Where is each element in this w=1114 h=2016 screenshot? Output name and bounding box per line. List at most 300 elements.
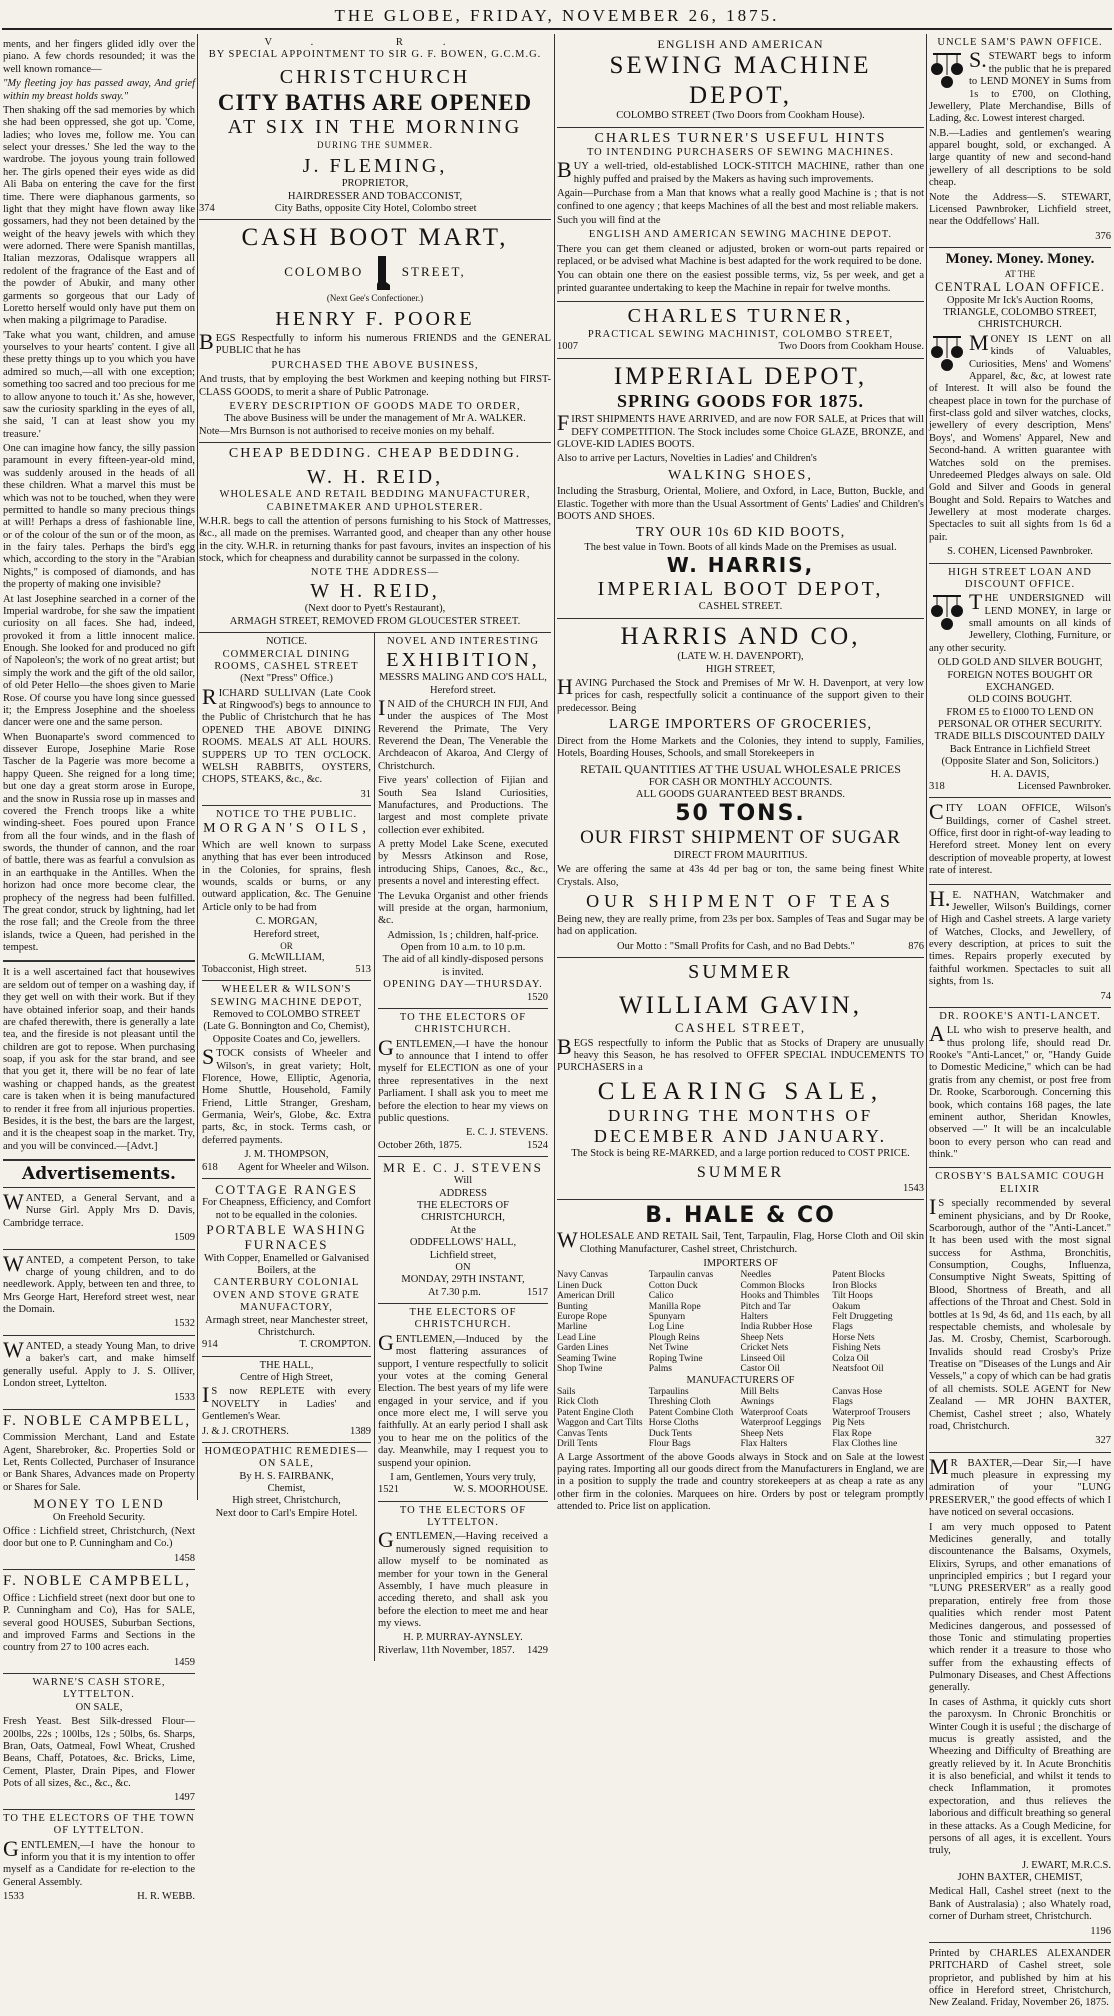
ad-number: 1521 <box>378 1484 399 1496</box>
list-item: American Drill <box>557 1291 615 1302</box>
ad-headline: ENGLISH AND AMERICAN SEWING MACHINE DEPOT. <box>588 229 893 241</box>
ad-text: COLOMBO <box>284 263 364 279</box>
pawnbroker-balls-icon <box>929 593 965 633</box>
ad-headline: CITY BATHS ARE OPENED <box>217 90 533 116</box>
advertiser-name: By H. S. FAIRBANK, <box>239 1470 334 1482</box>
ad-text: We are offering the same at 43s 4d per bag or ton, the same being finest White Crystals. Also, <box>557 864 924 888</box>
advertorial-text: It is a well ascertained fact that housewives are seldom out of temper on a washing day, if they get well on with their work. But if they have obtained inferior soap, and their hands are chafed therewith, there is generally a late tea, and the fireside is not pleasant until the children are got to repose. When purchasing soap, if you ask for the star brand, and see that you get it, there will be no fear of late washing or chapped hands, as the greatest care is taken when it is being manufactured to render it free from all injurious properties. Besides, it is the best, the bars are the largest, and it is the cheapest soap in the market. Try, and you will be convinced.—[Advt.] <box>3 967 195 1152</box>
list-item: Horse Cloths <box>648 1418 699 1429</box>
ad-text: Such you will find at the <box>557 214 661 226</box>
ad-text: At the <box>450 1224 476 1236</box>
advertiser-name: F. NOBLE CAMPBELL, <box>3 1573 192 1590</box>
ad-address: CHRISTCHURCH. <box>978 319 1062 331</box>
wheeler-wilson-ad <box>202 981 371 1179</box>
exhibition-ad <box>378 633 548 1009</box>
ad-text: WANTED, a competent Person, to take charge of young children, and to do needlework. Apply, between ten and three, to Mrs George Hart, Hereford street west, near the Domain. <box>3 1250 195 1316</box>
soap-advertorial <box>3 962 195 1161</box>
imports-list <box>557 1270 924 1374</box>
ad-text: HAIRDRESSER AND TOBACCONIST, <box>287 190 463 202</box>
ad-address: HIGH STREET, <box>705 663 776 675</box>
column-divider <box>197 34 198 1500</box>
list-item: Net Twine <box>648 1343 689 1354</box>
advertiser-name: J. M. THOMPSON, <box>244 1149 329 1161</box>
ad-subheading: Removed to COLOMBO STREET <box>212 1009 361 1021</box>
ad-number: 1533 <box>174 1392 195 1404</box>
ad-headline: HIGH STREET LOAN AND DISCOUNT OFFICE. <box>948 566 1092 590</box>
list-item: Palms <box>648 1364 672 1375</box>
ad-number: 31 <box>360 788 371 800</box>
ad-text: BEGS respectfully to inform the Public that as Stocks of Drapery are unusually heavy this Season, he has resolved to OFFER SPECIAL INDUCEMENTS TO PURCHASERS in a <box>557 1033 924 1074</box>
column-4 <box>929 34 1111 2009</box>
list-item: Shop Twine <box>557 1364 603 1375</box>
ad-text: A Large Assortment of the above Goods always in Stock and on Sale at the lowest paying rates. Importing all our goods direct from the Manufacturers in England, we are in a position to supply the trade and country storekeepers at as cheap a rate as any other firm in the colonies. Marquees on hire. Orders by post or telegram promptly attended to. Price list on application. <box>557 1451 924 1513</box>
ad-text: ODDFELLOWS' HALL, <box>409 1237 517 1249</box>
ad-text: THE UNDERSIGNED will LEND MONEY, in large or small amounts on all kinds of Jewellery, Clothing, Furniture, or any other security. <box>929 589 1111 654</box>
ad-number: 1524 <box>527 1139 548 1151</box>
turner-name-ad <box>557 302 924 358</box>
ad-headline: CROSBY'S BALSAMIC COUGH ELIXIR <box>935 1171 1105 1195</box>
ad-text: OLD GOLD AND SILVER BOUGHT, FOREIGN NOTES BOUGHT OR EXCHANGED. <box>937 657 1103 693</box>
campbell-ad <box>3 1570 195 1674</box>
ad-text: At 7.30 p.m. <box>428 1286 481 1298</box>
ad-address: ARMAGH STREET, REMOVED FROM GLOUCESTER STREET. <box>229 615 521 627</box>
ad-text: BEGS Respectfully to inform his numerous FRIENDS and the GENERAL PUBLIC that he has <box>199 329 551 357</box>
stevens-election-ad <box>378 1009 548 1157</box>
ad-text: Licensed Pawnbroker. <box>1017 780 1111 792</box>
ad-headline: NOTICE. <box>265 636 308 648</box>
ad-headline: IMPERIAL BOOT DEPOT, <box>597 577 884 600</box>
sub-column-left <box>199 633 375 1661</box>
list-item: Pitch and Tar <box>740 1301 791 1312</box>
ad-text: CITY LOAN OFFICE, Wilson's Buildings, corner of Cashel street. Office, first door in right-of-way leading to Hereford street. Money lent on every description of moveable property, at lowest rate of interest. <box>929 799 1111 877</box>
list-item: Pig Nets <box>832 1418 865 1429</box>
ad-text: I am very much opposed to Patent Medicines generally, and totally discountenance the Balsams, Oxymels, Elixirs, Syrups, and other emanations of unprincipled empirics ; but I regard your "LUNG PRESERVER" as a really good preparation, entirely free from those qualities which render most Patent Medicines dangerous, and possessed of those Tonic and stimulating properties which render it a treasure to those who suffer from the exhausting effects of Pulmonary Diseases, and Chest Affections generally. <box>929 1521 1111 1694</box>
ad-subheading: (Next "Press" Office.) <box>240 673 333 685</box>
ad-number: 1429 <box>527 1644 548 1656</box>
moorhouse-election-ad <box>378 1304 548 1502</box>
list-item: Plough Reins <box>648 1332 700 1343</box>
ad-headline: COTTAGE RANGES <box>215 1181 358 1197</box>
ad-text: FOR CASH OR MONTHLY ACCOUNTS. <box>648 776 833 788</box>
high-street-loan-ad <box>929 564 1111 799</box>
ad-text: Chemist, <box>267 1483 306 1495</box>
list-item: Castor Oil <box>740 1364 780 1375</box>
ad-address: City Baths, opposite City Hotel, Colombo street <box>274 203 477 215</box>
ad-text: OR <box>280 940 293 951</box>
list-item: Halters <box>740 1312 768 1323</box>
list-item: Duck Tents <box>648 1428 692 1439</box>
ad-text: THE ELECTORS OF CHRISTCHURCH, <box>417 1200 509 1224</box>
ad-subheading: ON SALE, <box>75 1701 123 1713</box>
advertiser-name: G. McWILLIAM, <box>248 951 325 963</box>
ad-number: 618 <box>202 1161 218 1173</box>
advertiser-name: CHARLES TURNER, <box>627 305 854 328</box>
ad-text: Note—Mrs Burnson is not authorised to receive monies on my behalf. <box>199 425 495 437</box>
ad-subheading: DURING THE SUMMER. <box>316 140 434 151</box>
list-item: Waterproof Trousers <box>832 1407 911 1418</box>
signature: H. R. WEBB. <box>137 1891 195 1902</box>
ad-headline: COMMERCIAL DINING ROOMS, CASHEL STREET <box>214 648 359 672</box>
ad-headline: ADDRESS <box>439 1187 487 1199</box>
list-item: Seaming Twine <box>557 1353 617 1364</box>
stewart-pawn-ad <box>929 34 1111 248</box>
list-item: Flax Rope <box>832 1428 872 1439</box>
column-2-split <box>199 633 551 1661</box>
ad-number: 1007 <box>557 341 578 353</box>
advertiser-name: B. HALE & CO <box>645 1203 836 1229</box>
ad-text: MONEY IS LENT on all kinds of Valuables, Curiosities, Mens' and Womens' Apparel, &c, &c, at lowest rate of Interest. It will also be found the cheapest place in town for the purchase of first-class gold and silver watches, clocks, jewellery of every description, Mens' Boys', and Womens' Apparel, New and Second-hand. A written guarantee with Watches sold on the premises. Unredeemed Pledges always on sale. Old Gold and Silver and Goods in general Bought and Sold. Repairs to Watches and Jewellery at most moderate charges. Spectacles to suit all sights from 1s 6d a pair. <box>929 329 1111 543</box>
ad-text: DIRECT FROM MAURITIUS. <box>673 849 808 861</box>
list-item: Spunyarn <box>648 1312 686 1323</box>
ad-headline: MONEY TO LEND <box>33 1496 165 1512</box>
story-paragraph: ments, and her fingers glided idly over the piano. A few chords resounded; it was the well known romance— <box>3 39 195 75</box>
list-item: Flax Clothes line <box>832 1439 898 1450</box>
imprint-text: Printed by CHARLES ALEXANDER PRITCHARD of Cashel street, sole proprietor, and published by him at his office in Hereford street, Christchurch, New Zealand. Friday, November 26, 1875. <box>929 1947 1111 2009</box>
ad-text: HAVING Purchased the Stock and Premises of Mr W. H. Davenport, at very low prices for cash, respectfully solicit a continuance of the support given to their predecessor. Being <box>557 674 924 714</box>
pawnbroker-balls-icon <box>929 51 965 91</box>
ad-text: Commission Merchant, Land and Estate Agent, Sharebroker, &c. Properties Sold or Let, Rents Collected, Purchaser of Insurance or Bank Shares, Advances made on Property or Shares for Sale. <box>3 1432 195 1493</box>
ad-date: Riverlaw, 11th November, 1857. <box>378 1644 515 1656</box>
ad-headline: SEWING MACHINE DEPOT, <box>609 52 872 109</box>
masthead-rule <box>2 28 1112 30</box>
ad-text: The best value in Town. Boots of all kinds Made on the Premises as usual. <box>584 541 897 553</box>
ad-headline: HOMŒOPATHIC REMEDIES—ON SALE, <box>204 1445 369 1470</box>
ad-headline: UNCLE SAM'S PAWN OFFICE. <box>937 37 1103 48</box>
ad-headline: TO THE ELECTORS OF CHRISTCHURCH. <box>399 1011 527 1036</box>
list-item: Fishing Nets <box>832 1343 881 1354</box>
ad-headline: NOTICE TO THE PUBLIC. <box>215 809 358 821</box>
advertiser-name: F. NOBLE CAMPBELL, <box>3 1412 192 1429</box>
city-baths-ad <box>199 34 551 220</box>
list-item: Flags <box>832 1397 853 1408</box>
list-item: Patent Engine Cloth <box>557 1407 634 1418</box>
ad-subheading: PRACTICAL SEWING MACHINIST, COLOMBO STREET, <box>587 328 894 340</box>
ad-headline: DURING THE MONTHS OF <box>607 1106 874 1126</box>
ad-text: ON <box>455 1261 471 1273</box>
ad-subheading: TO INTENDING PURCHASERS OF SEWING MACHINES. <box>586 147 895 159</box>
ad-text: GENTLEMEN,—Having received a numerously signed requisition to allow myself to be nominated as member for your town in the General Assembly, I have much pleasure in acceding thereto, and shall ask you before the election to meet me and hear my views. <box>378 1527 548 1630</box>
list-item: Tilt Hoops <box>832 1291 873 1302</box>
ad-text: Will <box>453 1175 473 1187</box>
list-item: Sheep Nets <box>740 1428 784 1439</box>
ad-text: There you can get them cleaned or adjusted, broken or worn-out parts repaired or replaced, or be advised what Machine is best adapted for the work required to be done. <box>557 243 924 268</box>
advertiser-name: W. H. REID, <box>306 465 444 488</box>
list-item: Garden Lines <box>557 1343 609 1354</box>
ad-number: 1509 <box>174 1232 195 1244</box>
advertisements-heading: Advertisements. <box>3 1161 195 1188</box>
ad-text: ALL who wish to preserve health, and thus prolong life, should read Dr. Rooke's "Anti-Lancet," or, "Handy Guide to Domestic Medicine," which can be had gratis from any chemist, or post free from Dr. Rooke, Scarborough. Concerning this book, which contains 168 pages, the late eminent author, Sheridan Knowles, observed —" It will be an incalculable boon to every person who can read and think." <box>929 1021 1111 1160</box>
dining-rooms-ad <box>202 633 371 806</box>
baxter-ad <box>929 1453 1111 1943</box>
list-item: Horse Nets <box>832 1332 875 1343</box>
sub-column-right <box>375 633 551 1661</box>
ad-headline: Money. Money. Money. <box>945 251 1095 267</box>
ad-headline: CLEARING SALE, <box>597 1077 884 1105</box>
ad-text: Again—Purchase from a Man that knows what a really good Machine is ; that is not confined to one agency ; that keeps Machines of all the best and most reliable makers. <box>557 188 924 212</box>
ad-text: Office : Lichfield street, Christchurch, (Next door but one to P. Cunningham and Co.) <box>3 1525 195 1550</box>
ad-text: FROM £5 to £1000 TO LEND ON PERSONAL OR OTHER SECURITY. <box>938 706 1102 730</box>
list-item: Europe Rope <box>557 1312 607 1323</box>
ad-number: 1196 <box>1090 1925 1111 1937</box>
ad-text: GENTLEMEN,—I have the honour to inform you that it is my intention to offer myself as a Candidate for re-election to the General Assembly. <box>3 1835 195 1888</box>
ad-address: Hereford street, <box>253 928 320 940</box>
ad-number: 1517 <box>527 1286 548 1298</box>
ad-address: Next door to Carl's Empire Hotel. <box>215 1507 358 1519</box>
column-2 <box>199 34 551 1656</box>
sewing-depot-ad <box>557 34 924 128</box>
aynsley-election-ad <box>378 1502 548 1662</box>
list-item: Patent Combine Cloth <box>648 1407 734 1418</box>
story-article <box>3 34 195 962</box>
list-item: Threshing Cloth <box>648 1397 711 1408</box>
list-item: Rick Cloth <box>557 1397 599 1408</box>
list-item: Calico <box>648 1291 674 1302</box>
turner-hints-ad <box>557 128 924 303</box>
ad-headline: CANTERBURY COLONIAL OVEN AND STOVE GRATE MANUFACTORY, <box>213 1277 360 1314</box>
imperial-depot-ad <box>557 359 924 619</box>
manufactures-list <box>557 1387 924 1450</box>
signature: H. A. DAVIS, <box>990 768 1050 780</box>
ad-text: WANTED, a General Servant, and a Nurse Girl. Apply Mrs D. Davis, Cambridge terrace. <box>3 1189 195 1229</box>
wanted-ad <box>3 1188 195 1250</box>
ad-text: FIRST SHIPMENTS HAVE ARRIVED, and are now FOR SALE, at Prices that will DEFY COMPETITION. The Stock includes some Choice GLAZE, BRONZE, and GLOVE-KID LADIES BOOTS. <box>557 410 924 450</box>
ad-headline: SUMMER <box>688 961 793 984</box>
ad-text: OLD COINS BOUGHT. <box>968 694 1072 706</box>
cash-boot-mart-ad <box>199 220 551 443</box>
ad-number: 914 <box>202 1339 218 1351</box>
column-1 <box>3 34 195 1902</box>
stevens-address-ad <box>378 1157 548 1304</box>
ad-subheading: Centre of High Street, <box>240 1372 333 1384</box>
ad-number: 876 <box>908 940 924 952</box>
ad-subheading: MANUFACTURERS OF <box>686 1374 795 1386</box>
ad-headline: SUMMER <box>696 1163 785 1181</box>
ad-subheading: MESSRS MALING AND CO'S HALL, Hereford street. <box>379 672 547 696</box>
campbell-ad <box>3 1410 195 1570</box>
column-divider <box>554 34 555 1500</box>
list-item: Cotton Duck <box>648 1280 698 1291</box>
list-item: Colza Oil <box>832 1353 869 1364</box>
list-item: Common Blocks <box>740 1280 805 1291</box>
warne-store-ad <box>3 1674 195 1810</box>
masthead-title: THE GLOBE, FRIDAY, NOVEMBER 26, 1875. <box>334 6 780 25</box>
list-item: Drill Tents <box>557 1439 598 1450</box>
reid-bedding-ad <box>199 443 551 633</box>
ad-number: 1533 <box>3 1891 24 1902</box>
crosby-ad <box>929 1168 1111 1452</box>
ad-headline: DR. ROOKE'S ANTI-LANCET. <box>939 1010 1101 1022</box>
list-item: Awnings <box>740 1397 774 1408</box>
boot-icon <box>375 256 391 290</box>
ad-headline: TO THE ELECTORS OF LYTTELTON. <box>399 1504 527 1529</box>
ad-subheading: (LATE W. H. DAVENPORT), <box>677 651 804 663</box>
ad-text: Lichfield street, <box>429 1249 497 1261</box>
column-divider <box>926 34 927 1500</box>
webb-election-ad <box>3 1810 195 1908</box>
ad-text: IN AID of the CHURCH IN FIJI, And under the auspices of The Most Reverend the Primate, The Very Reverend the Dean, The Venerable the Archdeacon of Akaroa, And Clergy of Christchurch. <box>378 694 548 772</box>
ad-text: NOTE THE ADDRESS— <box>310 567 440 579</box>
story-paragraph: When Buonaparte's sword commenced to dissever Europe, Josephine Marie Rose Tascher de la Pagerie was more become a happy Queen. She reigned for a long time; but one day a great storm arose in Europe, and the snow in Russia rose up in masses and covered the French troops like a white winding-sheet. Foes poured upon France from all the four winds, and in the flash of swords, the thunder of cannon, and the roar of battle, there was as fearful a convulsion as in an earthquake in the Antilles. When the horizon had once more become clear, the prophecy of the negress had been fulfilled. The great condor, struck by lightning, had let the rose fall; and the Creole from the three islands, twice a Queen, had perished in the tempest. <box>3 731 195 953</box>
ad-address: Armagh street, near Manchester street, Christchurch. <box>205 1314 368 1338</box>
ad-text: IS now REPLETE with every NOVELTY in Ladies' and Gentlemen's Wear. <box>202 1382 371 1423</box>
signature: S. COHEN, Licensed Pawnbroker. <box>947 546 1093 558</box>
ad-address: Medical Hall, Cashel street (next to the Bank of Australasia) ; also Whately road, corner of Durham street, Christchurch. <box>929 1886 1111 1923</box>
ad-number: 1532 <box>174 1318 195 1330</box>
list-item: Canvas Tents <box>557 1428 608 1439</box>
ad-text: MONDAY, 29TH INSTANT, <box>401 1274 525 1286</box>
ad-number: 1497 <box>174 1792 195 1804</box>
signature: W. S. MOORHOUSE. <box>453 1484 548 1496</box>
ad-headline: DECEMBER AND JANUARY. <box>593 1126 888 1147</box>
ad-text: For Cheapness, Efficiency, and Comfort not to be equalled in the colonies. <box>202 1197 371 1221</box>
advertiser-name: HARRIS AND CO, <box>620 622 861 650</box>
story-paragraph: One can imagine how fancy, the silly passion paramount in every fifteen-year-old mind, was suddenly aroused in the heads of all these children. What a marvel this must be which was not to be touched, when they were permitted to handle so many precious things at will! Perhaps a dress of fashionable line, or of the colour of the sun or of the moon, as in the fairy tales. Perhaps the bird's egg which, according to the story in the "Arabian Nights," is composed of diamonds, and has the property of making one invisible? <box>3 443 195 591</box>
list-item: Tarpaulin canvas <box>648 1270 714 1281</box>
ad-text: H.E. NATHAN, Watchmaker and Jeweller, Wilson's Buildings, corner of High and Cashel streets. A large variety of Watches, Clocks, and Jewellery, of every description, at prices to suit the times. Repairs properly executed by faithful workmen. Spectacles to suit all sights, from 1s. <box>929 885 1111 988</box>
ad-headline: MR E. C. J. STEVENS <box>383 1160 543 1176</box>
ad-headline: OUR FIRST SHIPMENT OF SUGAR <box>580 827 901 849</box>
ad-address: CASHEL STREET. <box>698 601 783 613</box>
advertiser-name: W. HARRIS, <box>666 553 815 578</box>
ad-text: Including the Strasburg, Oriental, Moliere, and Oxford, in Lace, Button, Buckle, and Elastic. Together with more than the Usual Assortment of Gents' Ladies' and Children's BOOTS AND SHOES. <box>557 486 924 523</box>
ad-text: Direct from the Home Markets and the Colonies, they intend to supply, Families, Hotels, Boarding Houses, Schools, and small Storekeepers in <box>557 735 924 760</box>
crothers-hall-ad <box>202 1357 371 1443</box>
ad-text: Note the Address—S. STEWART, Licensed Pawnbroker, Lichfield street, near the Oddfellows' Hall. <box>929 191 1111 228</box>
ad-headline: ENGLISH AND AMERICAN <box>657 37 824 51</box>
ad-text: The above Business will be under the management of Mr A. WALKER. <box>224 413 526 425</box>
ad-headline: THE HALL, <box>259 1359 314 1371</box>
list-item: Hooks and Thimbles <box>740 1291 820 1302</box>
list-item: Canvas Hose <box>832 1387 883 1398</box>
story-paragraph: Then shaking off the sad memories by which she had been oppressed, she got up. 'Come, ladies; who loves me, follow me. You can select your dresses.' She led the way to the wardrobe. The joyous young train followed her. The girls opened their eyes wide as did Ali Baba on entering the cave for the first time. There were diaphanous garments, so light that they might have flown away like gossamers, had they not been detained by the weight of the heavy jewels with which they were adorned. There were Spanish mantillas, Italian mezzoras, Odalisque wrappers all redolent of the fragrance of the East and of the powder of Abukir, and many other garments so gorgeous that our Lady of Loretto herself would only have put them on when making a pilgrimage to Paradise. <box>3 104 195 327</box>
ad-text: The Levuka Organist and other friends will preside at the organ, harmonium, &c. <box>378 890 548 927</box>
column-3 <box>557 34 924 1513</box>
ad-headline: LARGE IMPORTERS OF GROCERIES, <box>608 717 873 733</box>
ad-headline: THE ELECTORS OF CHRISTCHURCH. <box>409 1307 517 1331</box>
ad-text: With Copper, Enamelled or Galvanised Boilers, at the <box>203 1252 370 1277</box>
ad-text: AT THE <box>1004 268 1036 279</box>
ad-text: A pretty Model Lake Scene, executed by Messrs Atkinson and Rose, introducing Ships, Canoes, &c., &c., presents a novel and interesting effect. <box>378 839 548 888</box>
list-item: Lead Line <box>557 1332 596 1343</box>
ad-headline: MORGAN'S OILS, <box>203 821 370 837</box>
ad-number: 1459 <box>174 1656 195 1668</box>
ad-headline: CENTRAL LOAN OFFICE. <box>934 279 1106 295</box>
ad-text: (Late G. Bonnington and Co, Chemist), Opposite Coates and Co, jewellers. <box>203 1021 370 1045</box>
royal-cipher: V. R. <box>264 37 486 48</box>
list-item: Manilla Rope <box>648 1301 701 1312</box>
ad-text: Open from 10 a.m. to 10 p.m. <box>400 942 526 954</box>
list-item: Flags <box>832 1322 853 1333</box>
ad-text: Office : Lichfield street (next door but one to P. Cunningham and Co), Has for SALE, several good HOUSES, Suburban Sections, and improved Farms and Sections in the country from 27 to 100 acres each. <box>3 1592 195 1654</box>
ad-text: Agent for Wheeler and Wilson. <box>237 1161 370 1173</box>
ad-subheading: WHOLESALE AND RETAIL BEDDING MANUFACTURER, CABINETMAKER AND UPHOLSTERER. <box>219 489 531 513</box>
appointment-line: BY SPECIAL APPOINTMENT TO SIR G. F. BOWEN, G.C.M.G. <box>208 49 542 61</box>
hale-ad <box>557 1200 924 1519</box>
ad-headline: PORTABLE WASHING FURNACES <box>206 1222 367 1253</box>
ad-headline: PURCHASED THE ABOVE BUSINESS, <box>271 359 479 371</box>
ad-text: Admission, 1s ; children, half-price. <box>387 929 539 941</box>
ad-headline: SPRING GOODS FOR 1875. <box>616 391 865 412</box>
advertiser-name: T. CROMPTON. <box>299 1339 371 1351</box>
ad-text: TRADE BILLS DISCOUNTED DAILY <box>934 731 1106 743</box>
advertiser-name: J. FLEMING, <box>302 154 448 177</box>
ad-address: Back Entrance in Lichfield Street <box>949 743 1091 755</box>
ad-text: MR BAXTER,—Dear Sir,—I have much pleasure in expressing my admiration of your "LUNG PRESERVER," the good effects of which I have noticed on several occasions. <box>929 1453 1111 1519</box>
list-item: Flax Halters <box>740 1439 788 1450</box>
ad-text: ALL GOODS GUARANTEED BEST BRANDS. <box>635 789 846 801</box>
ad-text: S.STEWART begs to inform the public that he is prepared to LEND MONEY in Sums from 1s to £700, on Clothing, Jewellery, Plate Merchandise, Bills of Lading, &c. Lowest interest charged. <box>929 47 1111 125</box>
ad-text: Our Motto : "Small Profits for Cash, and no Bad Debts." <box>617 940 855 952</box>
advertiser-name: J. & J. CROTHERS. <box>202 1425 289 1437</box>
list-item: Neatsfoot Oil <box>832 1364 884 1375</box>
advertiser-name: C. MORGAN, <box>255 916 318 928</box>
ad-number: 513 <box>355 963 371 975</box>
ad-headline: CHARLES TURNER'S USEFUL HINTS <box>594 130 887 146</box>
list-item: Oakum <box>832 1301 861 1312</box>
ad-text: RICHARD SULLIVAN (Late Cook at Ringwood's) begs to announce to the Public of Christchurch that he has OPENED THE ABOVE DINING ROOMS. MEALS AT ALL HOURS. SUPPERS UP TO TEN O'CLOCK. WELSH RABBITS, OYSTERS, CHOPS, STEAKS, &c., &c. <box>202 683 371 786</box>
list-item: Linen Duck <box>557 1280 603 1291</box>
homeopathic-ad <box>202 1443 371 1524</box>
ad-text: GENTLEMEN,—Induced by the most flattering assurances of support, I venture respectfully to solicit your votes at the coming General Election. The best years of my life were engaged in your service, and if you once more elect me, I will serve you faithfully. At an early period I shall ask you to hear me on the politics of the day. Meanwhile, may I request you to suspend your opinion. <box>378 1329 548 1469</box>
list-item: Sheep Nets <box>740 1332 784 1343</box>
story-quote: "My fleeting joy has passed away, And grief within my breast holds sway." <box>3 78 195 102</box>
ad-headline: CHEAP BEDDING. CHEAP BEDDING. <box>228 446 522 462</box>
harris-co-ad <box>557 619 924 958</box>
ad-headline: NOVEL AND INTERESTING <box>387 636 539 648</box>
signature: E. C. J. STEVENS. <box>466 1127 548 1139</box>
ad-headline: OUR SHIPMENT OF TEAS <box>586 890 895 911</box>
ad-text: WANTED, a steady Young Man, to drive a baker's cart, and make himself generally useful. Apply to J. S. Olliver, London street, Lyttelton. <box>3 1336 195 1389</box>
nathan-ad <box>929 885 1111 1008</box>
ad-text: GENTLEMEN,—I have the honour to announce that I intend to offer myself for ELECTION as one of your three representatives in the next Parliament. I shall ask you to meet me before the election to hear my views on public questions. <box>378 1034 548 1124</box>
list-item: Felt Druggeting <box>832 1312 893 1323</box>
ad-text: And trusts, that by employing the best Workmen and keeping nothing but FIRST-CLASS GOODS, to merit a share of Public Patronage. <box>199 374 551 398</box>
ad-subheading: IMPORTERS OF <box>703 1257 778 1269</box>
list-item: Bunting <box>557 1301 588 1312</box>
ad-headline: CASH BOOT MART, <box>241 224 509 252</box>
list-item: Patent Blocks <box>832 1270 885 1281</box>
list-item: Waterproof Coats <box>740 1407 808 1418</box>
advertiser-name: W H. REID, <box>310 579 440 602</box>
pawnbroker-balls-icon <box>929 334 965 374</box>
list-item: Roping Twine <box>648 1353 703 1364</box>
story-paragraph: At last Josephine searched in a corner of the Imperial wardrobe, for she saw the impatient curiosity on all faces. She had, indeed, provoked it from a little innocent malice. Enough. She looked for and produced no gift of Napoleon's; the work of no great artist; but simply the work and the gift of the old sailor, of old Peter Hello—the shoes given to Marie Rose. Of course you have long since guessed it; the Empress Josephine and the shoeless dancer were one and the same person. <box>3 593 195 729</box>
ad-text: BUY a well-tried, old-established LOCK-STITCH MACHINE, rather than one highly puffed and praised by the Makers as having such improvements. <box>557 157 924 185</box>
list-item: Navy Canvas <box>557 1270 608 1281</box>
list-item: Flour Bags <box>648 1439 691 1450</box>
signature: JOHN BAXTER, CHEMIST, <box>957 1872 1083 1883</box>
ad-address: CASHEL STREET, <box>674 1020 807 1036</box>
ad-headline: CHRISTCHURCH <box>279 65 471 88</box>
ad-text: STOCK consists of Wheeler and Wilson's, in great variety; Holt, Florence, Howe, Elliptic, Agenoria, Home Shuttle, Household, Family Friend, Little Stranger, Gresham, Germania, Weir's, Globe, &c. Extra parts, &c, in stock. Terms cash, or deferred payments. <box>202 1044 371 1146</box>
crompton-ranges-ad <box>202 1179 371 1357</box>
ad-text: On Freehold Security. <box>52 1511 146 1523</box>
ad-text: Five years' collection of Fijian and South Sea Island Curiosities, Manufactures, and Productions. The largest and most complete private collection ever exhibited. <box>378 775 548 836</box>
list-item: Iron Blocks <box>832 1280 877 1291</box>
ad-text: N.B.—Ladies and gentlemen's wearing apparel bought, sold, or exchanged. A large quantity of new and second-hand jewellery of all descriptions to be sold cheap. <box>929 127 1111 189</box>
advertiser-name: WILLIAM GAVIN, <box>619 991 862 1019</box>
ad-headline: WALKING SHOES, <box>668 467 813 483</box>
ad-number: 318 <box>929 780 945 792</box>
ad-text: W.H.R. begs to call the attention of persons furnishing to his Stock of Mattresses, &c., all made on the premises. Warranted good, and cheaper than any other house in the city. W.H.R. in returning thanks for past favours, invites an inspection of his stock, which for cheapness and durability cannot be surpassed in the colony. <box>199 515 551 565</box>
list-item: Mill Belts <box>740 1387 779 1398</box>
ad-number: 74 <box>1100 990 1111 1002</box>
ad-text: I am, Gentlemen, Yours very truly, <box>390 1471 536 1483</box>
ad-text: Which are well known to surpass anything that has ever been introduced in the Colonies, for sprains, flesh wounds, scalds or burns, or any outward application, &c. The Genuine Article only to be had from <box>202 839 371 913</box>
ad-text: You can obtain one there on the easiest possible terms, viz, 5s per week, and get a printed guarantee undertaking to keep the Machine in repair for twelve months. <box>557 270 924 294</box>
wanted-ad <box>3 1250 195 1336</box>
ad-headline: EXHIBITION, <box>386 648 540 671</box>
